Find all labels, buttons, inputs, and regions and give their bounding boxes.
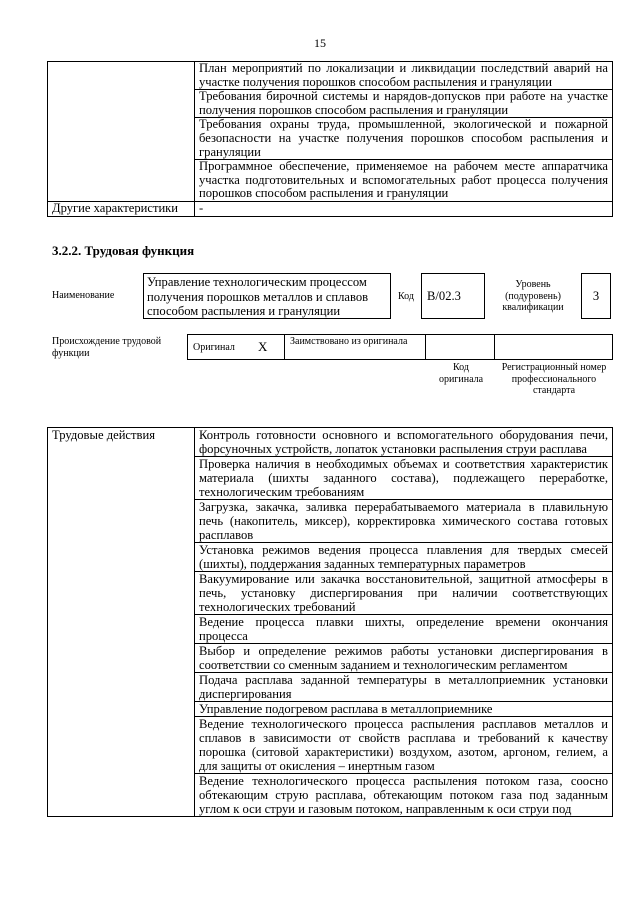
divider <box>425 334 426 360</box>
table-cell: Подача расплава заданной температуры в металлоприемник установки диспергирования <box>195 673 613 702</box>
function-name: Управление технологическим процессом получения порошков металлов и сплавов способом распыления и грануляции <box>143 273 391 319</box>
section-title: 3.2.2. Трудовая функция <box>52 243 195 258</box>
table-cell: Управление подогревом расплава в металлоприемнике <box>195 702 613 717</box>
knowledge-table <box>47 61 613 217</box>
actions-table <box>47 427 613 817</box>
table-cell: Вакуумирование или закачка восстановительной, защитной атмосферы в печь, установку диспергирования при наличии соответствующих технологических требований <box>195 572 613 615</box>
table-row <box>48 428 613 457</box>
page-number: 15 <box>314 36 326 50</box>
table-cell: Требования бирочной системы и нарядов-допусков при работе на участке получения порошков способом распыления и грануляции <box>195 90 613 118</box>
original-label: Оригинал <box>193 342 235 353</box>
divider <box>284 334 285 360</box>
table-row <box>48 62 613 90</box>
level-label: Уровень (подуровень) квалификации <box>502 279 564 313</box>
table-cell: Выбор и определение режимов работы установки диспергирования в соответствии со сменным заданием и технологическим регламентом <box>195 644 613 673</box>
code-label: Код <box>398 291 414 302</box>
origin-label: Происхождение трудовой функции <box>52 336 162 359</box>
name-label: Наименование <box>52 290 115 301</box>
divider <box>494 334 495 360</box>
table-row <box>48 201 613 216</box>
original-mark: X <box>258 339 268 354</box>
reg-caption: Регистрационный номер профессионального стандарта <box>501 362 607 396</box>
table-cell: Загрузка, закачка, заливка перерабатываемого материала в плавильную печь (накопитель, миксер), корректировка химического состава готовых расплавов <box>195 500 613 543</box>
table-cell: Программное обеспечение, применяемое на рабочем месте аппаратчика участка подготовительных и вспомогательных работ процесса получения порошков способом распыления и грануляции <box>195 160 613 202</box>
table-cell: Ведение процесса плавки шихты, определение времени окончания процесса <box>195 615 613 644</box>
function-code: B/02.3 <box>421 273 485 319</box>
table-cell: Ведение технологического процесса распыления расплавов металлов и сплавов в зависимости от свойств расплава и требований к качеству порошка (ситовой характеристики) воздухом, азотом, аргоном, гелием, а для защиты от окисления – инертным газом <box>195 717 613 774</box>
other-characteristics-value: - <box>195 201 613 216</box>
other-characteristics-label: Другие характеристики <box>48 201 195 216</box>
code-caption: Код оригинала <box>438 362 484 385</box>
actions-label: Трудовые действия <box>48 428 195 817</box>
table-cell: Контроль готовности основного и вспомогательного оборудования печи, форсуночных устройств, лопаток установки распыления струи расплава <box>195 428 613 457</box>
table-cell-empty <box>48 62 195 202</box>
table-cell: Проверка наличия в необходимых объемах и соответствия характеристик материала (шихты заданного состава), подлежащего переработке, технологическим требованиям <box>195 457 613 500</box>
table-cell: Требования охраны труда, промышленной, экологической и пожарной безопасности на участке получения порошков способом распыления и грануляции <box>195 118 613 160</box>
table-cell: План мероприятий по локализации и ликвидации последствий аварий на участке получения порошков способом распыления и грануляции <box>195 62 613 90</box>
qualification-level: 3 <box>581 273 611 319</box>
table-cell: Ведение технологического процесса распыления потоком газа, соосно обтекающим струю расплава, обтекающим потоком газа под заданным углом к оси струи и газовым потоком, направленным к оси струи под <box>195 774 613 817</box>
borrowed-label: Заимствовано из оригинала <box>290 336 408 347</box>
table-cell: Установка режимов ведения процесса плавления для твердых смесей (шихты), поддержания заданных температурных параметров <box>195 543 613 572</box>
